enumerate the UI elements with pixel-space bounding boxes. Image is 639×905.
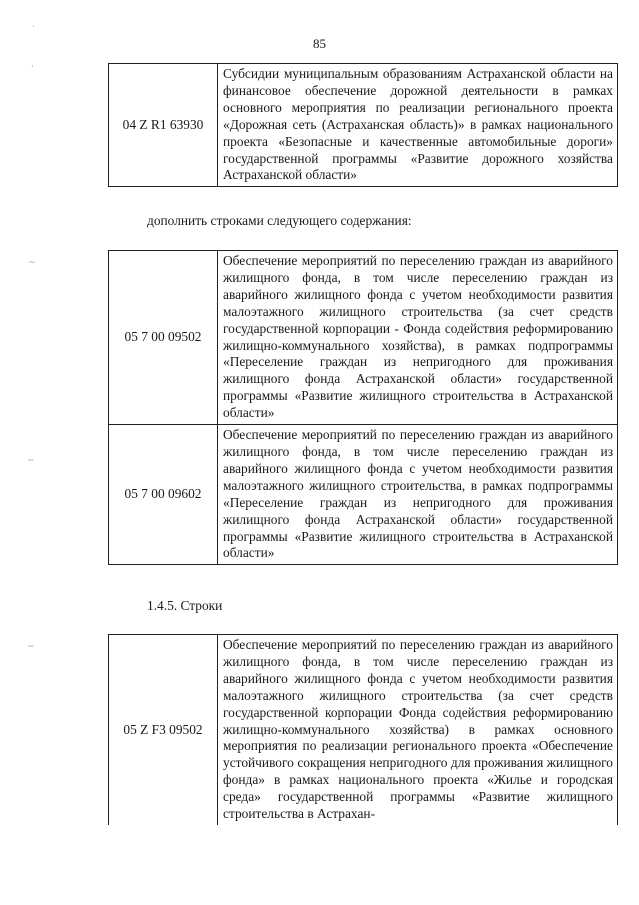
classification-description: Субсидии муниципальным образованиям Астраханской области на финансовое обеспечение дорожной деятельности в рамках основного мероприятия по реализации регионального проекта «Дорожная сеть (Астраханская область)» в рамках национального проекта «Безопасные и качественные автомобильные дороги» государственной программы «Развитие дорожного хозяйства Астраханской области» [218, 64, 618, 187]
table-row [109, 635, 618, 825]
scan-mark: ~ [28, 258, 36, 268]
section-heading: 1.4.5. Строки [147, 598, 223, 613]
budget-code-table-1 [108, 63, 618, 187]
table-row [109, 425, 618, 565]
scan-mark: ~ [27, 456, 35, 466]
scan-mark: · [32, 22, 35, 32]
scan-mark: · [31, 62, 34, 72]
scan-mark: ~ [27, 642, 35, 652]
classification-description: Обеспечение мероприятий по переселению граждан из аварийного жилищного фонда, в том числе переселению граждан из аварийного жилищного фонда с учетом необходимости развития малоэтажного жилищного строительства (за счет средств государственной корпорации Фонда содействия реформированию жилищно-коммунального хозяйства) в рамках основного мероприятия по реализации регионального проекта «Обеспечение устойчивого сокращения непригодного для проживания жилищного фонда» в рамках национального проекта «Жилье и городская среда» государственной программы «Развитие жилищного строительства в Астрахан- [218, 635, 618, 825]
table-row [109, 251, 618, 425]
table-row [109, 64, 618, 187]
body-paragraph: дополнить строками следующего содержания: [147, 213, 412, 228]
classification-description: Обеспечение мероприятий по переселению граждан из аварийного жилищного фонда, в том числе переселению граждан из аварийного жилищного фонда с учетом необходимости развития малоэтажного жилищного строительства (за счет средств государственной корпорации - Фонда содействия реформированию жилищно-коммунального хозяйства), в рамках подпрограммы «Переселение граждан из непригодного для проживания жилищного фонда Астраханской области» государственной программы «Развитие жилищного строительства в Астраханской области» [218, 251, 618, 425]
budget-code-table-3 [108, 634, 618, 825]
classification-code: 05 Z F3 09502 [109, 635, 218, 825]
classification-description: Обеспечение мероприятий по переселению граждан из аварийного жилищного фонда, в том числе переселению граждан из аварийного жилищного фонда с учетом необходимости развития малоэтажного жилищного строительства, в рамках подпрограммы «Переселение граждан из непригодного для проживания жилищного фонда Астраханской области» государственной программы «Развитие жилищного строительства в Астраханской области» [218, 425, 618, 565]
classification-code: 04 Z R1 63930 [109, 64, 218, 187]
classification-code: 05 7 00 09502 [109, 251, 218, 425]
page-number: 85 [313, 36, 326, 51]
classification-code: 05 7 00 09602 [109, 425, 218, 565]
budget-code-table-2 [108, 250, 618, 565]
